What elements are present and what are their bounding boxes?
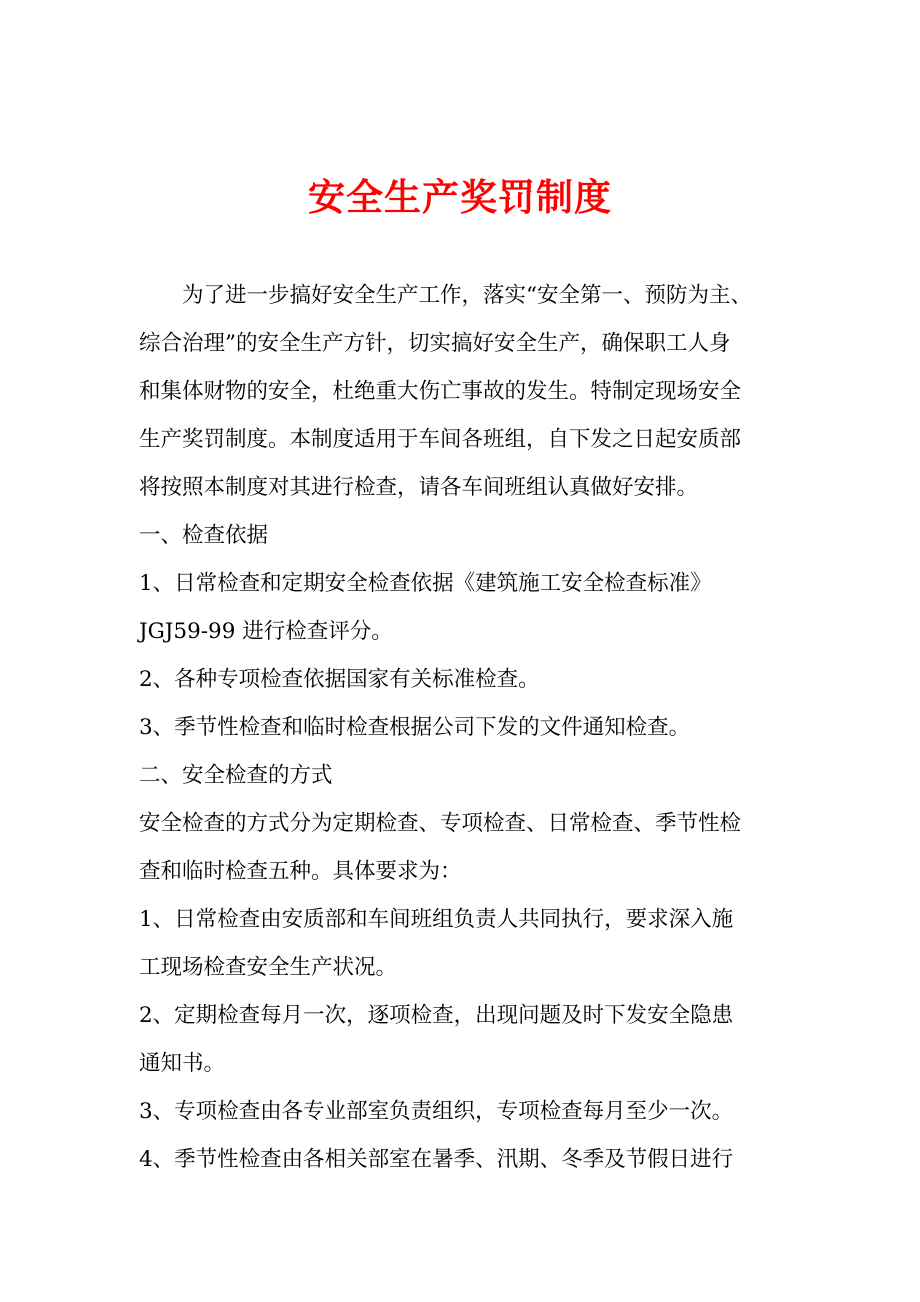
body-line: 3、季节性检查和临时检查根据公司下发的文件通知检查。	[139, 715, 691, 740]
body-line: 生产奖罚制度。本制度适用于车间各班组，自下发之日起安质部	[139, 427, 742, 452]
body-line: 综合治理”的安全生产方针，切实搞好安全生产，确保职工人身	[139, 331, 731, 356]
body-line: 1、日常检查由安质部和车间班组负责人共同执行，要求深入施	[139, 907, 734, 932]
body-line: 4、季节性检查由各相关部室在暑季、汛期、冬季及节假日进行	[139, 1147, 734, 1172]
body-line: 安全检查的方式分为定期检查、专项检查、日常检查、季节性检	[139, 811, 742, 836]
document-body	[139, 272, 784, 1184]
body-line: 将按照本制度对其进行检查，请各车间班组认真做好安排。	[139, 475, 699, 500]
body-line: 工现场检查安全生产状况。	[139, 955, 398, 980]
section-heading-basis: 一、检查依据	[139, 523, 269, 548]
body-line: 查和临时检查五种。具体要求为：	[139, 859, 462, 884]
body-line: 为了进一步搞好安全生产工作，落实“安全第一、预防为主、	[182, 283, 752, 308]
body-line: 和集体财物的安全，杜绝重大伤亡事故的发生。特制定现场安全	[139, 379, 742, 404]
body-line: 通知书。	[139, 1051, 226, 1076]
body-line: 3、专项检查由各专业部室负责组织，专项检查每月至少一次。	[139, 1099, 734, 1124]
section-heading-methods: 二、安全检查的方式	[139, 763, 333, 788]
body-line: 2、定期检查每月一次，逐项检查，出现问题及时下发安全隐患	[139, 1003, 734, 1028]
body-line: 1、日常检查和定期安全检查依据《建筑施工安全检查标准》	[139, 571, 712, 596]
body-line: 2、各种专项检查依据国家有关标准检查。	[139, 667, 540, 692]
document-title: 安全生产奖罚制度	[308, 176, 612, 219]
body-line: JGJ59-99 进行检查评分。	[139, 619, 393, 644]
